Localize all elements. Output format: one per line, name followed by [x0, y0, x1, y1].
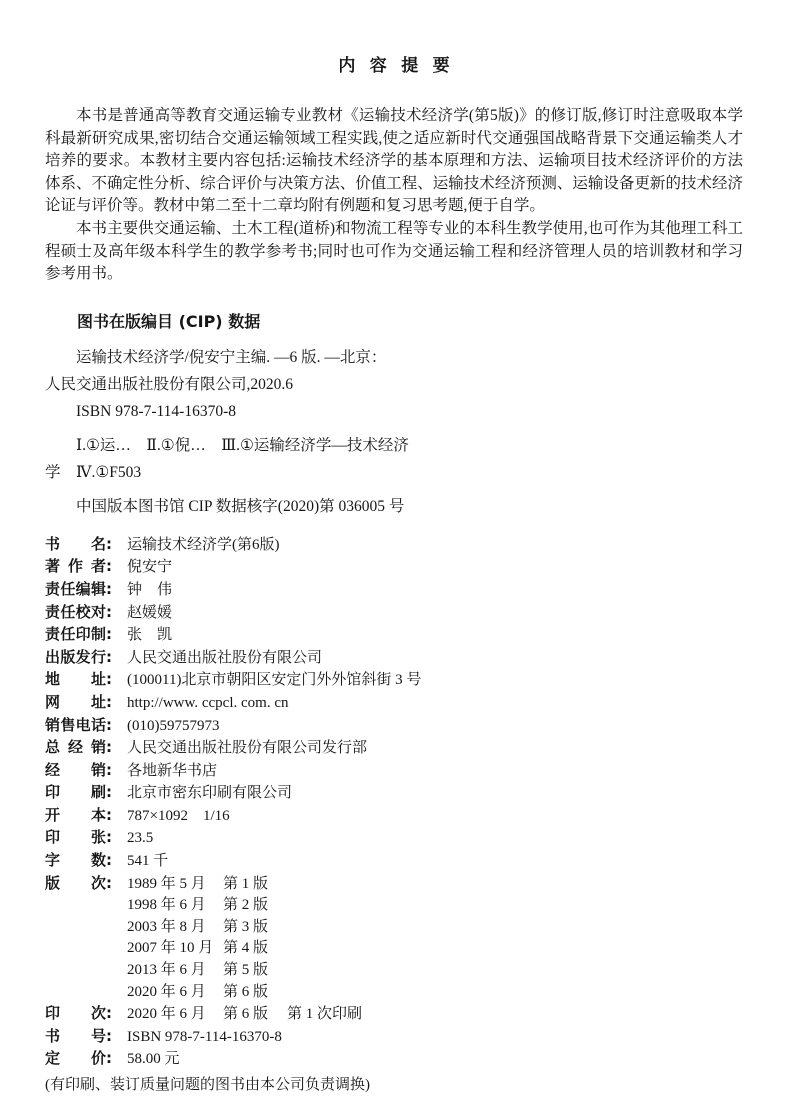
abstract-paragraph: 本书是普通高等教育交通运输专业教材《运输技术经济学(第5版)》的修订版,修订时注意吸取本学科最新研究成果,密切结合交通运输领域工程实践,使之适应新时代交通强国战略背景下交通运输类人才培养的要求。本教材主要内容包括:运输技术经济学的基本原理和方法、运输项目技术经济评价的方法体系、不确定性分析、综合评价与决策方法、价值工程、运输技术经济预测、运输设备更新的技术经济论证与评价等。教材中第二至十二章均附有例题和复习思考题,便于自学。	[45, 107, 743, 215]
edition-number: 第 3 版	[223, 918, 269, 935]
colophon-row-edition	[45, 917, 743, 939]
colophon-row-isbn	[45, 1026, 743, 1049]
colophon-label: 字数	[45, 851, 106, 870]
colophon-row-word-count	[45, 850, 743, 873]
cip-heading: 图书在版编目 (CIP) 数据	[77, 311, 261, 331]
colophon-row-print-supervisor	[45, 624, 743, 647]
colophon-label: 责任编辑	[45, 579, 106, 598]
edition-date: 1998 年 6 月	[127, 897, 206, 914]
page-title: 内容提要	[338, 56, 465, 76]
colophon-row-author	[45, 556, 743, 579]
printing-run: 第 1 次印刷	[287, 1006, 363, 1023]
colophon-row-general-distributor	[45, 737, 743, 760]
colophon-row-edition	[45, 895, 743, 917]
colophon-row-edition	[45, 960, 743, 982]
colophon-label: 印次	[45, 1004, 106, 1023]
colophon-label: 销售电话	[45, 715, 106, 734]
colophon-value: 人民交通出版社股份有限公司	[127, 649, 323, 666]
colophon-value: 钟 伟	[127, 581, 173, 598]
edition-entry	[127, 874, 287, 896]
colophon-colon: :	[106, 760, 112, 779]
colophon-label: 出版发行	[45, 647, 106, 666]
colophon-value: 各地新华书店	[127, 762, 218, 779]
edition-number: 第 6 版	[223, 983, 269, 1000]
colophon-value: (010)59757973	[127, 717, 220, 734]
colophon-value website-url: http://www. ccpcl. com. cn	[127, 694, 289, 711]
colophon-colon: :	[106, 1004, 112, 1023]
edition-entry	[127, 960, 287, 982]
abstract-paragraph: 本书主要供交通运输、土木工程(道桥)和物流工程等专业的本科生教学使用,也可作为其他理工科工程硕士及高年级本科学生的教学参考书;同时也可作为交通运输工程和经济管理人员的培训教材和学习参考用书。	[45, 219, 743, 283]
printing-entry	[127, 1004, 362, 1026]
colophon-value: 787×1092 1/16	[127, 807, 230, 824]
quality-exchange-note: (有印刷、装订质量问题的图书由本公司负责调换)	[45, 1077, 370, 1093]
colophon-row-website	[45, 692, 743, 715]
colophon-row-publisher	[45, 647, 743, 670]
colophon-label: 责任校对	[45, 602, 106, 621]
cip-line: 运输技术经济学/倪安宁主编. —6 版. —北京：	[76, 348, 387, 366]
colophon-colon: :	[106, 738, 112, 757]
edition-entry	[127, 938, 287, 960]
colophon-label: 网址	[45, 692, 106, 711]
colophon-value: ISBN 978-7-114-16370-8	[127, 1028, 282, 1045]
colophon-colon: :	[106, 692, 112, 711]
colophon-value: 倪安宁	[127, 559, 173, 576]
colophon-row-printer	[45, 782, 743, 805]
colophon-colon: :	[106, 625, 112, 644]
colophon-label: 版次	[45, 873, 106, 892]
cip-line: 学 Ⅳ.①F503	[45, 463, 142, 481]
colophon-row-edition	[45, 982, 743, 1004]
colophon-value: (100011)北京市朝阳区安定门外外馆斜街 3 号	[127, 672, 422, 689]
colophon-colon: :	[106, 1026, 112, 1045]
edition-date: 2013 年 6 月	[127, 962, 206, 979]
cip-block	[45, 344, 743, 520]
colophon-label: 定价	[45, 1049, 106, 1068]
colophon-label: 书名	[45, 534, 106, 553]
colophon-label: 经销	[45, 760, 106, 779]
colophon-value: 赵媛媛	[127, 604, 173, 621]
edition-entry	[127, 895, 287, 917]
colophon-label: 著作者	[45, 557, 106, 576]
colophon-colon: :	[106, 670, 112, 689]
colophon-colon: :	[106, 602, 112, 621]
colophon-label: 总经销	[45, 738, 106, 757]
colophon-colon: :	[106, 579, 112, 598]
colophon-row-sales-phone	[45, 715, 743, 738]
edition-date: 2003 年 8 月	[127, 918, 206, 935]
colophon-colon: :	[106, 557, 112, 576]
colophon-colon: :	[106, 873, 112, 892]
edition-number: 第 1 版	[223, 875, 269, 892]
colophon-row-proofreader	[45, 602, 743, 625]
colophon-colon: :	[106, 805, 112, 824]
colophon-colon: :	[106, 851, 112, 870]
cip-line: 中国版本图书馆 CIP 数据核字(2020)第 036005 号	[76, 497, 405, 515]
colophon-label: 地址	[45, 670, 106, 689]
colophon-value: 北京市密东印刷有限公司	[127, 785, 293, 802]
cip-line: ISBN 978-7-114-16370-8	[76, 402, 237, 420]
colophon-row-format	[45, 805, 743, 828]
colophon-row-edition	[45, 938, 743, 960]
colophon-value: 58.00 元	[127, 1051, 180, 1068]
edition-date: 2007 年 10 月	[127, 940, 214, 957]
colophon-row-editor	[45, 579, 743, 602]
edition-entry	[127, 917, 287, 939]
colophon-row-book-title	[45, 534, 743, 557]
edition-number: 第 2 版	[223, 897, 269, 914]
colophon-value: 运输技术经济学(第6版)	[127, 536, 280, 553]
edition-date: 1989 年 5 月	[127, 875, 206, 892]
colophon-row-price	[45, 1048, 743, 1071]
edition-number: 第 4 版	[223, 940, 269, 957]
colophon-colon: :	[106, 534, 112, 553]
colophon-row-address	[45, 669, 743, 692]
abstract-section	[45, 105, 743, 286]
colophon-value: 23.5	[127, 830, 154, 847]
colophon-colon: :	[106, 783, 112, 802]
colophon-colon: :	[106, 715, 112, 734]
colophon-label: 书号	[45, 1026, 106, 1045]
colophon-section	[45, 534, 743, 1096]
colophon-label: 开本	[45, 805, 106, 824]
colophon-label: 印刷	[45, 783, 106, 802]
colophon-row-printing	[45, 1003, 743, 1026]
cip-line: Ⅰ.①运… Ⅱ.①倪… Ⅲ.①运输经济学—技术经济	[76, 436, 409, 454]
colophon-colon: :	[106, 647, 112, 666]
edition-number: 第 5 版	[223, 962, 269, 979]
colophon-row-distributor	[45, 760, 743, 783]
colophon-value: 541 千	[127, 853, 169, 870]
colophon-label: 印张	[45, 828, 106, 847]
printing-edition: 第 6 版	[223, 1006, 269, 1023]
colophon-row-sheets	[45, 827, 743, 850]
edition-entry	[127, 982, 287, 1004]
colophon-colon: :	[106, 1049, 112, 1068]
colophon-value: 人民交通出版社股份有限公司发行部	[127, 740, 368, 757]
cip-line: 人民交通出版社股份有限公司,2020.6	[45, 375, 294, 393]
colophon-colon: :	[106, 828, 112, 847]
edition-date: 2020 年 6 月	[127, 983, 206, 1000]
printing-date: 2020 年 6 月	[127, 1006, 206, 1023]
colophon-value: 张 凯	[127, 627, 173, 644]
colophon-row-edition	[45, 873, 743, 896]
colophon-label: 责任印制	[45, 625, 106, 644]
